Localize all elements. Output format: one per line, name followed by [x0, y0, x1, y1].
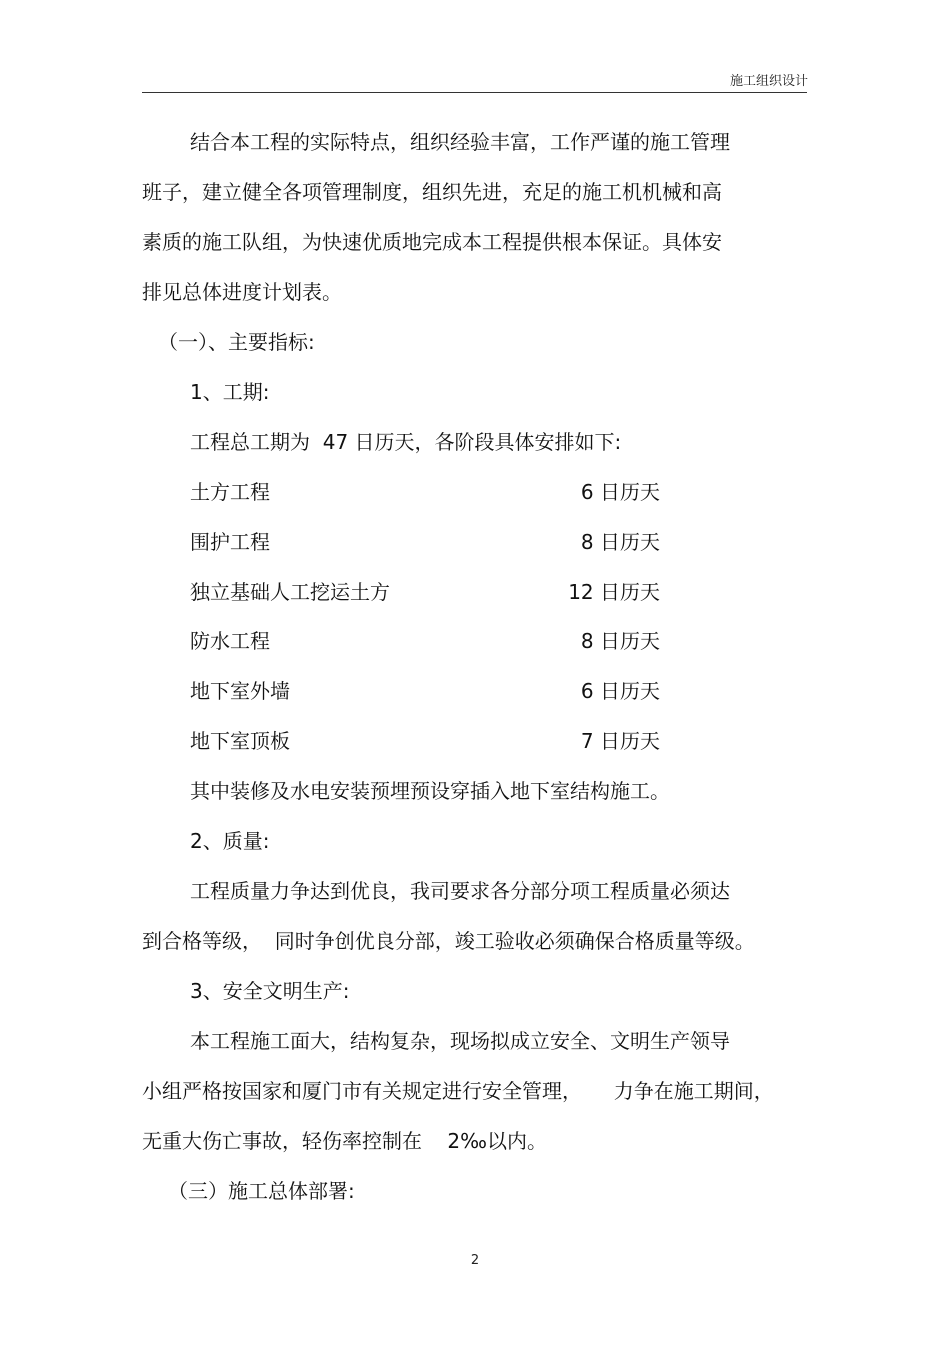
schedule-item-days: 6 日历天: [580, 480, 660, 504]
section-heading-overall-deployment: （三）施工总体部署:: [168, 1179, 355, 1203]
schedule-item-days: 7 日历天: [580, 729, 660, 753]
schedule-item-name: 围护工程: [190, 530, 270, 554]
section-heading-main-indicators: （一）、主要指标:: [158, 330, 315, 354]
quality-line-2: 到合格等级， 同时争创优良分部，竣工验收必须确保合格质量等级。: [142, 929, 755, 953]
schedule-item-name: 土方工程: [190, 480, 270, 504]
schedule-item-name: 地下室顶板: [190, 729, 290, 753]
safety-line-3: 无重大伤亡事故，轻伤率控制在 2‰以内。: [142, 1129, 547, 1153]
schedule-item-days: 12 日历天: [568, 580, 660, 604]
safety-line-2: 小组严格按国家和厦门市有关规定进行安全管理， 力争在施工期间，: [142, 1079, 774, 1103]
subheading-safety: 3、安全文明生产:: [190, 979, 350, 1003]
schedule-item-name: 防水工程: [190, 629, 270, 653]
schedule-item-days: 8 日历天: [580, 629, 660, 653]
header-title: 施工组织设计: [729, 74, 808, 89]
schedule-item-days: 8 日历天: [580, 530, 660, 554]
schedule-summary: 工程总工期为 47 日历天，各阶段具体安排如下:: [190, 430, 622, 454]
subheading-schedule: 1、工期:: [190, 380, 270, 404]
schedule-note: 其中装修及水电安装预埋预设穿插入地下室结构施工。: [190, 779, 670, 803]
intro-line-4: 排见总体进度计划表。: [142, 280, 342, 304]
intro-line-2: 班子，建立健全各项管理制度，组织先进，充足的施工机机械和高: [142, 180, 722, 204]
intro-line-3: 素质的施工队组，为快速优质地完成本工程提供根本保证。具体安: [142, 230, 722, 254]
subheading-quality: 2、质量:: [190, 829, 270, 853]
quality-line-1: 工程质量力争达到优良，我司要求各分部分项工程质量必须达: [190, 879, 730, 903]
page-number: 2: [470, 1253, 480, 1268]
schedule-item-days: 6 日历天: [580, 679, 660, 703]
schedule-item-name: 独立基础人工挖运土方: [190, 580, 390, 604]
safety-line-1: 本工程施工面大，结构复杂，现场拟成立安全、文明生产领导: [190, 1029, 730, 1053]
schedule-item-name: 地下室外墙: [190, 679, 290, 703]
intro-line-1: 结合本工程的实际特点，组织经验丰富，工作严谨的施工管理: [190, 130, 730, 154]
header-rule: [142, 92, 807, 93]
